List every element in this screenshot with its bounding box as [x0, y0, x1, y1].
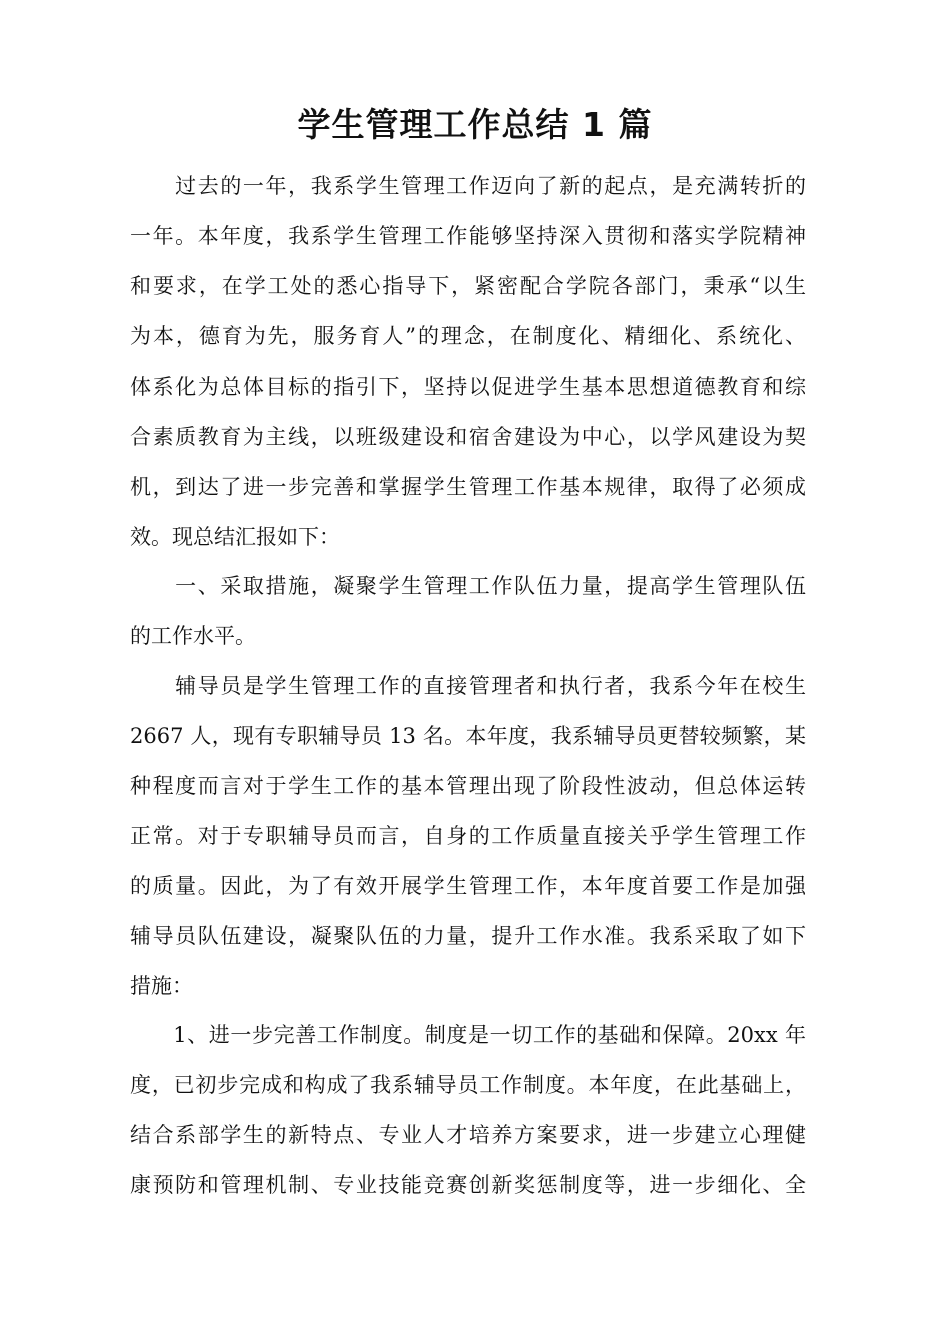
body-line: 结合系部学生的新特点、专业人才培养方案要求，进一步建立心理健 — [130, 1123, 806, 1147]
section-heading-line: 一、采取措施，凝聚学生管理工作队伍力量，提高学生管理队伍 — [130, 574, 806, 598]
body-line: 合素质教育为主线，以班级建设和宿舍建设为中心，以学风建设为契 — [130, 425, 806, 449]
body-line: 和要求，在学工处的悉心指导下，紧密配合学院各部门，秉承“以生 — [130, 274, 806, 298]
body-line: 效。现总结汇报如下： — [130, 525, 340, 549]
body-line: 为本，德育为先，服务育人”的理念，在制度化、精细化、系统化、 — [130, 324, 806, 348]
document-title: 学生管理工作总结 1 篇 — [297, 105, 653, 144]
body-line: 1、进一步完善工作制度。制度是一切工作的基础和保障。20xx 年 — [130, 1023, 806, 1047]
body-line: 机，到达了进一步完善和掌握学生管理工作基本规律，取得了必须成 — [130, 475, 806, 499]
body-line: 措施： — [130, 974, 193, 998]
body-line: 一年。本年度，我系学生管理工作能够坚持深入贯彻和落实学院精神 — [130, 224, 806, 248]
body-line: 辅导员是学生管理工作的直接管理者和执行者，我系今年在校生 — [130, 674, 806, 698]
body-line: 2667 人，现有专职辅导员 13 名。本年度，我系辅导员更替较频繁，某 — [130, 724, 806, 748]
body-line: 体系化为总体目标的指引下，坚持以促进学生基本思想道德教育和综 — [130, 375, 806, 399]
section-heading-line: 的工作水平。 — [130, 624, 256, 648]
body-line: 过去的一年，我系学生管理工作迈向了新的起点，是充满转折的 — [130, 174, 806, 198]
body-line: 辅导员队伍建设，凝聚队伍的力量，提升工作水准。我系采取了如下 — [130, 924, 806, 948]
body-line: 正常。对于专职辅导员而言，自身的工作质量直接关乎学生管理工作 — [130, 824, 806, 848]
body-line: 康预防和管理机制、专业技能竞赛创新奖惩制度等，进一步细化、全 — [130, 1173, 806, 1197]
body-line: 的质量。因此，为了有效开展学生管理工作，本年度首要工作是加强 — [130, 874, 806, 898]
body-line: 度，已初步完成和构成了我系辅导员工作制度。本年度，在此基础上， — [130, 1073, 806, 1097]
body-line: 种程度而言对于学生工作的基本管理出现了阶段性波动，但总体运转 — [130, 774, 806, 798]
